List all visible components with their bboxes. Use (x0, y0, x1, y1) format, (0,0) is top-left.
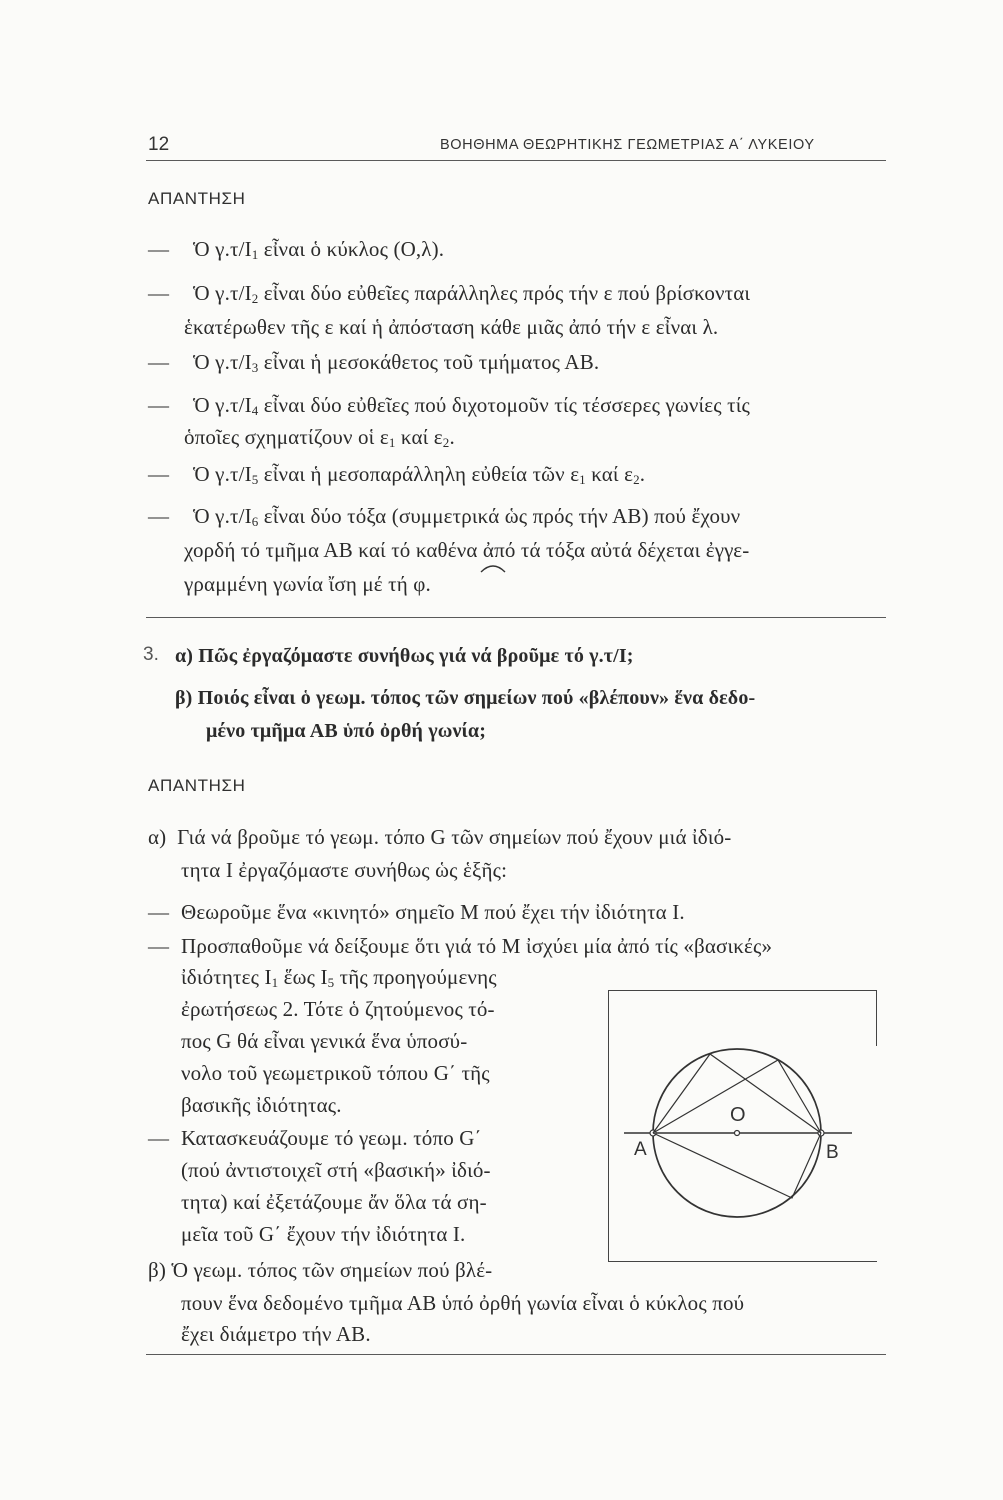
item-text-line3: γραμμένη γωνία ἴση μέ τή φ. (184, 572, 431, 596)
item-text: Ὁ $\gamma.\tau/I_1$ εἶναι ὁ κύκλος (Ο,λ). (193, 237, 445, 262)
step-2-line1: Προσπαθοῦμε νά δείξουμε ὅτι γιά τό Μ ἰσχύει μία ἀπό τίς «βασικές» (181, 934, 773, 958)
page-number: 12 (148, 134, 170, 155)
inscribed-angle-3 (653, 1133, 821, 1198)
bullet-dash: — (148, 1126, 169, 1150)
center-point (735, 1131, 740, 1136)
section-rule (146, 617, 886, 618)
step-3-line2: (πού ἀντιστοιχεῖ στή «βασική» ἰδιό- (181, 1158, 491, 1182)
label-a: A (634, 1139, 647, 1160)
label-b: B (826, 1142, 839, 1163)
item-text-line2: χορδή τό τμῆμα ΑΒ καί τό καθένα ἀπό τά τόξα αὐτά δέχεται ἐγγε- (184, 538, 750, 562)
answer-heading-2: ΑΠΑΝΤΗΣΗ (148, 776, 246, 795)
label-o: O (730, 1104, 746, 1126)
item-text: Ὁ $\gamma.\tau/I_6$ εἶναι δύο τόξα (συμμετρικά ὡς πρός τήν ΑΒ) πού ἔχουν (193, 504, 741, 529)
step-2-line4: πος G θά εἶναι γενικά ἕνα ὑποσύ- (181, 1029, 468, 1053)
answer-b-line2: πουν ἕνα δεδομένο τμῆμα ΑΒ ὑπό ὀρθή γωνία εἶναι ὁ κύκλος πού (181, 1291, 745, 1315)
step-2-line3: ἐρωτήσεως 2. Τότε ὁ ζητούμενος τό- (181, 997, 495, 1021)
step-2-line5: νολο τοῦ γεωμετρικοῦ τόπου G΄ τῆς (181, 1061, 490, 1085)
step-2-line6: βασικῆς ἰδιότητας. (181, 1093, 342, 1117)
item-text: Ὁ $\gamma.\tau/I_5$ εἶναι ἡ μεσοπαράλληλη εὐθεία τῶν $\varepsilon_1$ καί $\varepsilon_2$. (193, 462, 646, 487)
question-number: 3. (143, 644, 159, 665)
bullet-dash: — (148, 934, 169, 958)
item-text-line2: ὁποῖες σχηματίζουν οἱ $\varepsilon_1$ καί $\varepsilon_2$. (184, 425, 455, 450)
question-b: β) Ποιός εἶναι ὁ γεωμ. τόπος τῶν σημείων πού «βλέπουν» ἕνα δεδο- (175, 687, 756, 709)
bullet-dash: — (148, 393, 169, 417)
bullet-dash: — (148, 350, 169, 374)
running-head: ΒΟΗΘΗΜΑ ΘΕΩΡΗΤΙΚΗΣ ΓΕΩΜΕΤΡΙΑΣ Α΄ ΛΥΚΕΙΟΥ (440, 137, 815, 153)
step-3-line3: τητα) καί ἐξετάζουμε ἄν ὅλα τά ση- (181, 1190, 487, 1214)
bullet-dash: — (148, 281, 169, 305)
bottom-rule (146, 1354, 886, 1355)
answer-b-line3: ἔχει διάμετρο τήν ΑΒ. (181, 1322, 371, 1346)
step-3-line4: μεῖα τοῦ G΄ ἔχουν τήν ἰδιότητα Ι. (181, 1222, 466, 1246)
step-2-line2: ἰδιότητες $I_1$ ἕως $I_5$ τῆς προηγούμενης (181, 965, 497, 990)
item-text: Ὁ $\gamma.\tau/I_3$ εἶναι ἡ μεσοκάθετος τοῦ τμήματος ΑΒ. (193, 350, 600, 375)
arc-accent-icon (478, 560, 508, 576)
question-a: α) Πῶς ἐργαζόμαστε συνήθως γιά νά βροῦμε τό γ.τ/Ι; (175, 645, 634, 667)
step-1: Θεωροῦμε ἕνα «κινητό» σημεῖο Μ πού ἔχει τήν ἰδιότητα Ι. (181, 900, 685, 924)
answer-a-line1: α) Γιά νά βροῦμε τό γεωμ. τόπο G τῶν σημείων πού ἔχουν μιά ἰδιό- (148, 825, 732, 849)
bullet-dash: — (148, 900, 169, 924)
item-text-line2: ἑκατέρωθεν τῆς ε καί ἡ ἀπόσταση κάθε μιᾶς ἀπό τήν ε εἶναι λ. (184, 315, 719, 339)
answer-a-line2: τητα Ι ἐργαζόμαστε συνήθως ὡς ἑξῆς: (181, 858, 508, 882)
header-rule (146, 160, 886, 161)
bullet-dash: — (148, 504, 169, 528)
question-b-line2: μένο τμῆμα ΑΒ ὑπό ὀρθή γωνία; (206, 720, 487, 742)
answer-b-line1: β) Ὁ γεωμ. τόπος τῶν σημείων πού βλέ- (148, 1258, 493, 1282)
item-text: Ὁ $\gamma.\tau/I_4$ εἶναι δύο εὐθεῖες πού διχοτομοῦν τίς τέσσερες γωνίες τίς (193, 393, 750, 418)
bullet-dash: — (148, 237, 169, 261)
bullet-dash: — (148, 462, 169, 486)
step-3-line1: Κατασκευάζουμε τό γεωμ. τόπο G΄ (181, 1126, 482, 1150)
answer-heading-1: ΑΠΑΝΤΗΣΗ (148, 189, 246, 208)
item-text: Ὁ $\gamma.\tau/I_2$ εἶναι δύο εὐθεῖες παράλληλες πρός τήν ε πού βρίσκονται (193, 281, 751, 306)
circle-figure (608, 990, 888, 1262)
